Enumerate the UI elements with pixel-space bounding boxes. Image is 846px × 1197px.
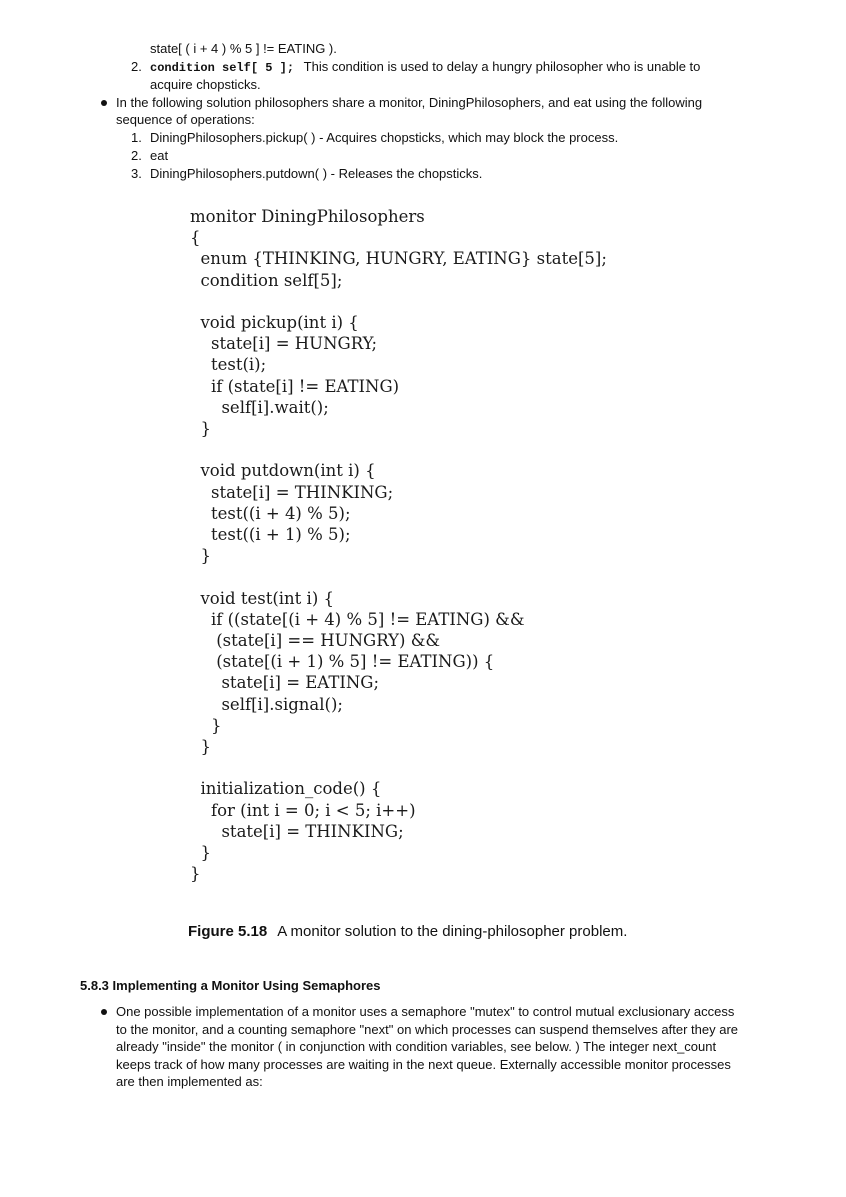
code-listing: monitor DiningPhilosophers { enum {THINKING, HUNGRY, EATING} state[5]; condition self[5]; void pickup(int i) { state[i] = HUNGRY; test(i); if (state[i] != EATING) self[i].wait(); } void putdown(int i) { state[i] = THINKING; test((i + 4) % 5); test((i + 1) % 5); } void test(int i) { if ((state[(i + 4) % 5] != EATING) && (state[i] == HUNGRY) && (state[(i + 1) % 5] != EATING)) { state[i] = EATING; self[i].signal(); } } initialization_code() { for (int i = 0; i < 5; i++) state[i] = THINKING; } } xyxy=(190,207,607,884)
step-number: 3. xyxy=(131,166,142,181)
step-text: DiningPhilosophers.pickup( ) - Acquires chopsticks, which may block the process. xyxy=(150,130,619,145)
condition-description-cont: acquire chopsticks. xyxy=(150,77,261,92)
step-number: 1. xyxy=(131,130,142,145)
bullet-text-line-1: In the following solution philosophers share a monitor, DiningPhilosophers, and eat using the following xyxy=(116,95,703,110)
bullet-text-line-2: sequence of operations: xyxy=(116,112,255,127)
paragraph-line: are then implemented as: xyxy=(116,1074,263,1090)
step-text: DiningPhilosophers.putdown( ) - Releases the chopsticks. xyxy=(150,166,483,181)
figure-caption-text: A monitor solution to the dining-philosopher problem. xyxy=(277,923,628,940)
condition-item xyxy=(150,58,700,77)
figure-label: Figure 5.18 xyxy=(188,923,268,940)
section-paragraph xyxy=(116,1003,766,1091)
step-text: eat xyxy=(150,148,169,163)
paragraph-line: One possible implementation of a monitor uses a semaphore "mutex" to control mutual exclusionary access xyxy=(116,1004,735,1019)
figure-caption xyxy=(188,923,627,940)
intro-line-1: state[ ( i + 4 ) % 5 ] != EATING ). xyxy=(150,41,337,56)
condition-description: This condition is used to delay a hungry philosopher who is unable to xyxy=(303,59,701,74)
section-heading: 5.8.3 Implementing a Monitor Using Semaphores xyxy=(80,978,381,993)
paragraph-line: keeps track of how many processes are waiting in the next queue. Externally accessible monitor processes xyxy=(116,1056,731,1072)
bullet-icon xyxy=(101,1009,107,1015)
step-number: 2. xyxy=(131,148,142,163)
paragraph-line: already "inside" the monitor ( in conjunction with condition variables, see below. ) The integer next_count xyxy=(116,1039,717,1055)
condition-code: condition self[ 5 ]; xyxy=(150,61,295,75)
paragraph-line: to the monitor, and a counting semaphore "next" on which processes can suspend themselves after they are xyxy=(116,1021,739,1037)
bullet-icon xyxy=(101,100,107,106)
list-number-2: 2. xyxy=(131,59,142,74)
